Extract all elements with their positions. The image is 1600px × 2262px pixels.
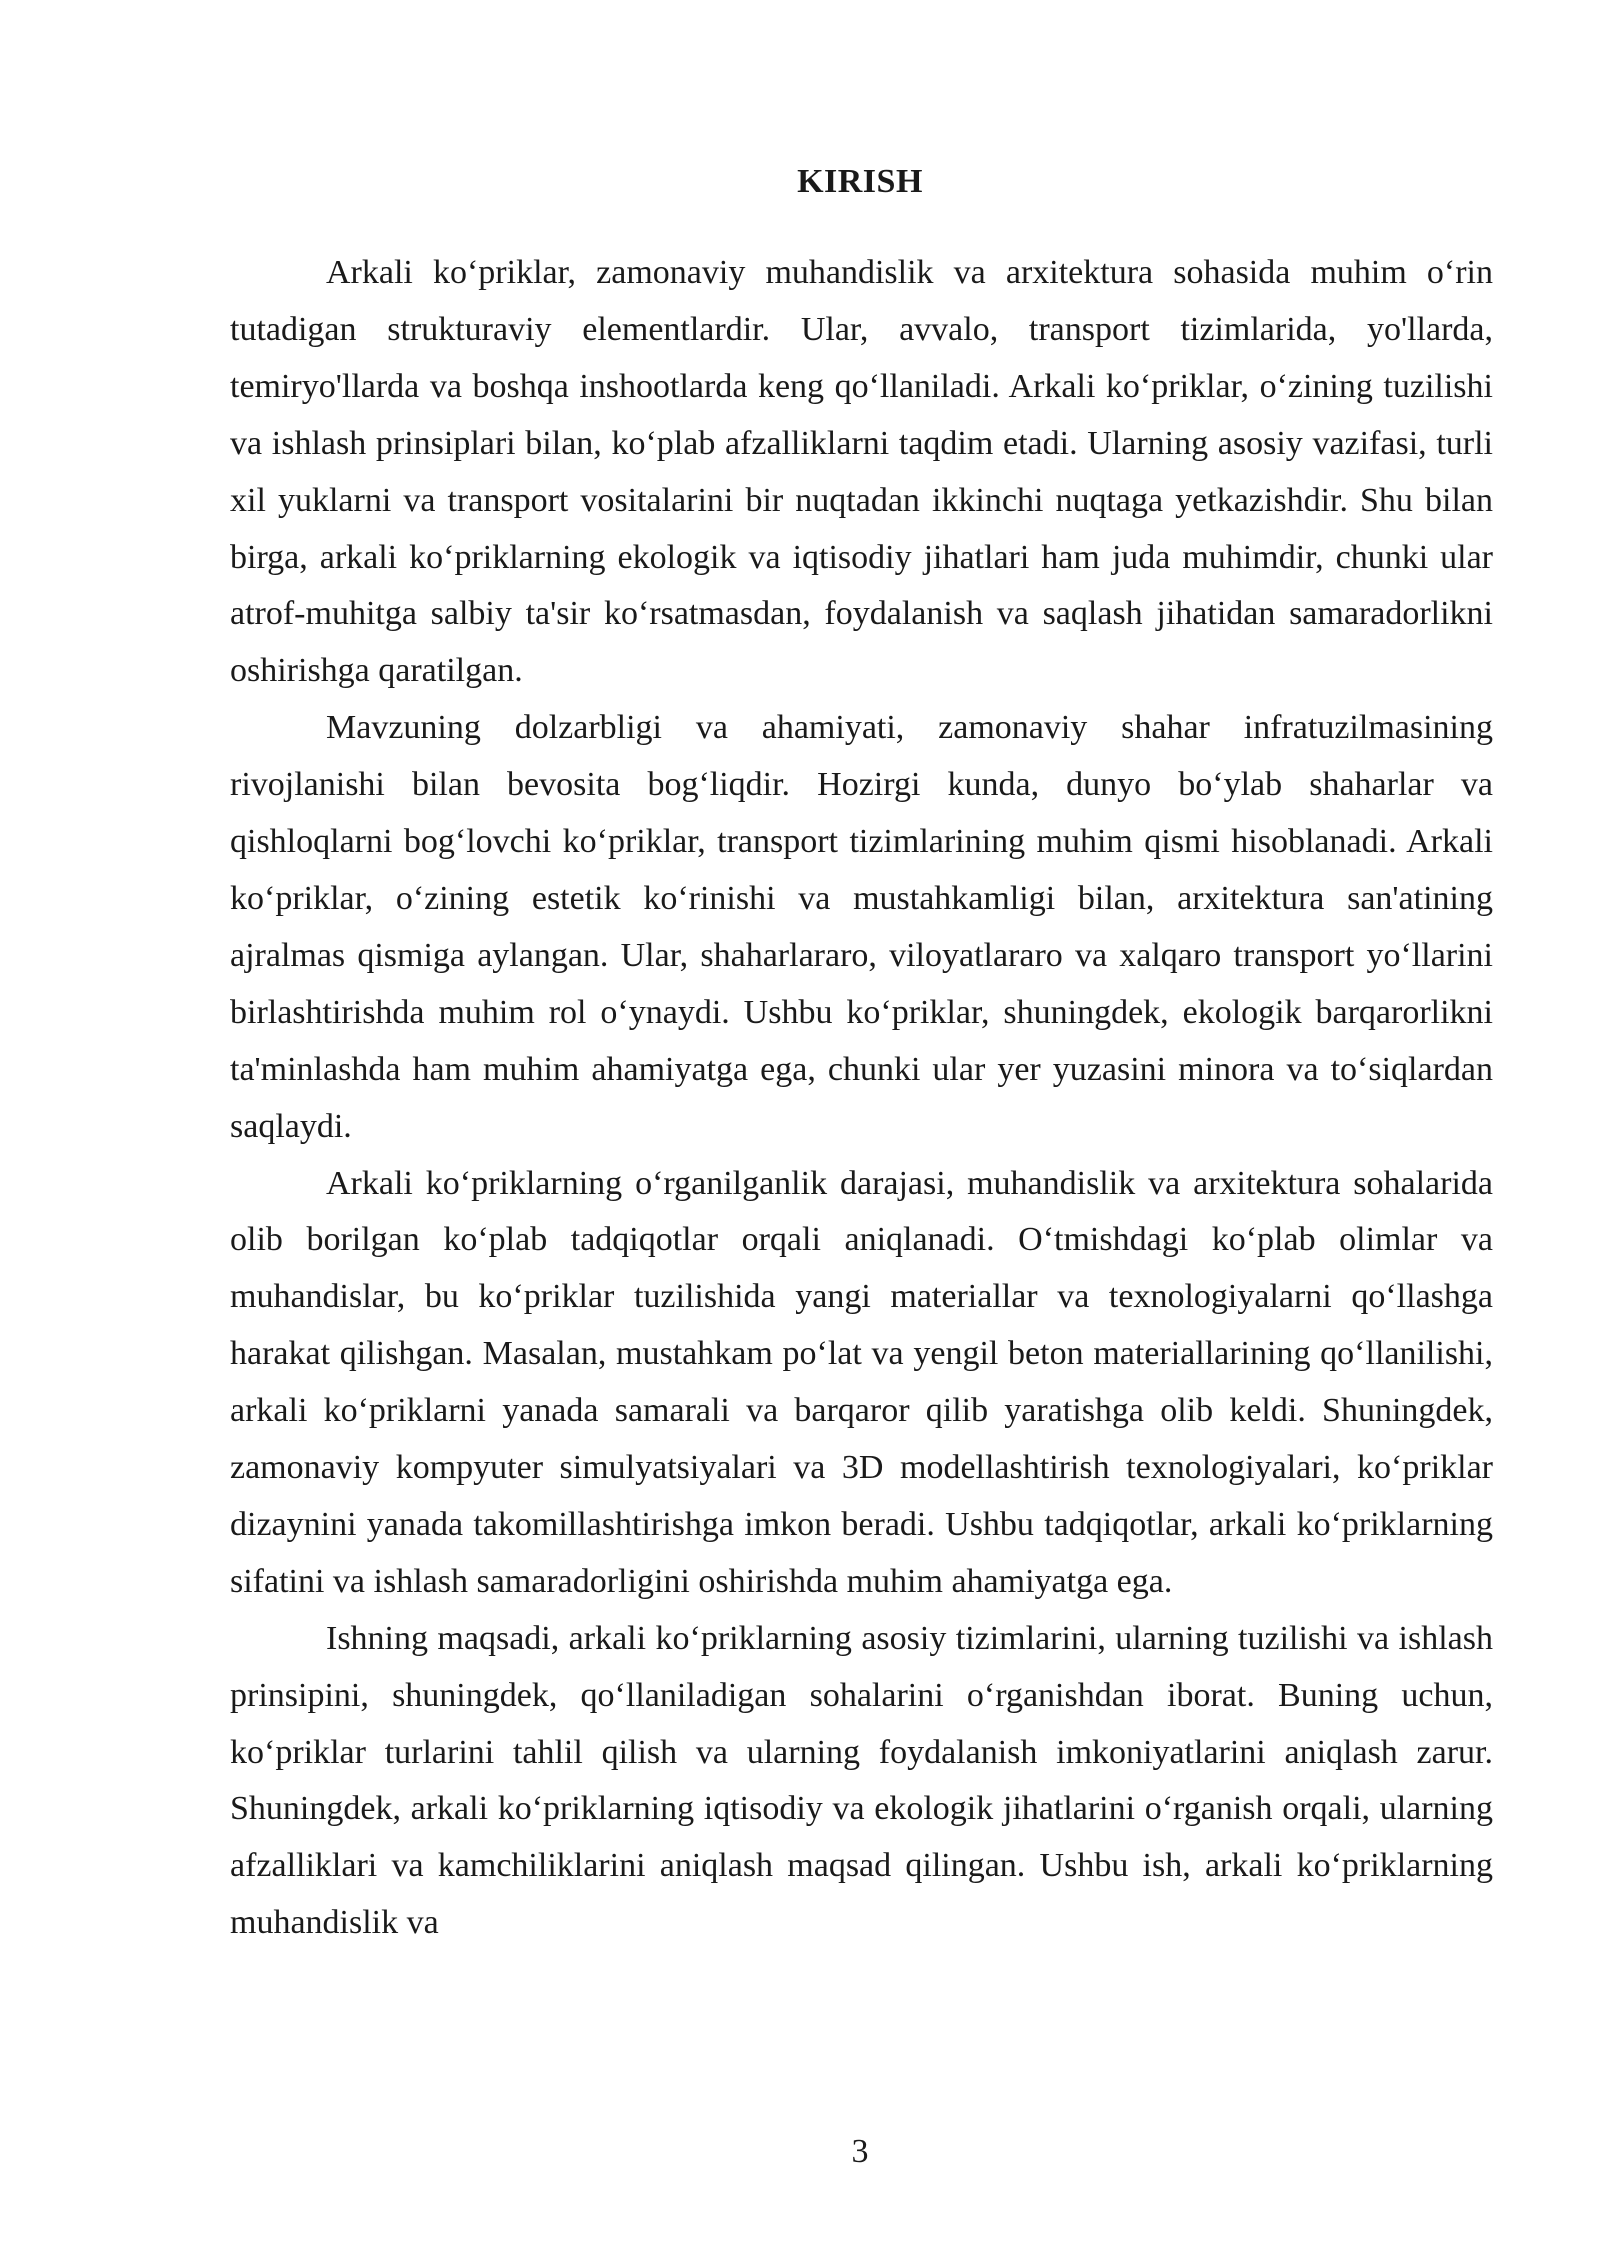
body-text bbox=[230, 245, 1493, 1952]
page-title: KIRISH bbox=[797, 163, 923, 200]
page-number: 3 bbox=[851, 2133, 869, 2170]
paragraph-goal: Ishning maqsadi, arkali ko‘priklarning asosiy tizimlarini, ularning tuzilishi va ishlash prinsipini, shuningdek, qo‘llaniladigan sohalarini o‘rganishdan iborat. Buning uchun, ko‘priklar turlarini tahlil qilish va ularning foydalanish imkoniyatlarini aniqlash zarur. Shuningdek, arkali ko‘priklarning iqtisodiy va ekologik jihatlarini o‘rganish orqali, ularning afzalliklari va kamchiliklarini aniqlash maqsad qilingan. Ushbu ish, arkali ko‘priklarning muhandislik va bbox=[230, 1619, 1493, 1942]
paragraph-study-level: Arkali ko‘priklarning o‘rganilganlik darajasi, muhandislik va arxitektura sohalarida olib borilgan ko‘plab tadqiqotlar orqali aniqlanadi. O‘tmishdagi ko‘plab olimlar va muhandislar, bu ko‘priklar tuzilishida yangi materiallar va texnologiyalarni qo‘llashga harakat qilishgan. Masalan, mustahkam po‘lat va yengil beton materiallarining qo‘llanilishi, arkali ko‘priklarni yanada samarali va barqaror qilib yaratishga olib keldi. Shuningdek, zamonaviy kompyuter simulyatsiyalari va 3D modellashtirish texnologiyalari, ko‘priklar dizaynini yanada takomillashtirishga imkon beradi. Ushbu tadqiqotlar, arkali ko‘priklarning sifatini va ishlash samaradorligini oshirishda muhim ahamiyatga ega. bbox=[230, 1164, 1493, 1600]
paragraph-intro: Arkali ko‘priklar, zamonaviy muhandislik va arxitektura sohasida muhim o‘rin tutadigan strukturaviy elementlardir. Ular, avvalo, transport tizimlarida, yo'llarda, temiryo'llarda va boshqa inshootlarda keng qo‘llaniladi. Arkali ko‘priklar, o‘zining tuzilishi va ishlash prinsiplari bilan, ko‘plab afzalliklarni taqdim etadi. Ularning asosiy vazifasi, turli xil yuklarni va transport vositalarini bir nuqtadan ikkinchi nuqtaga yetkazishdir. Shu bilan birga, arkali ko‘priklarning ekologik va iqtisodiy jihatlari ham juda muhimdir, chunki ular atrof-muhitga salbiy ta'sir ko‘rsatmasdan, foydalanish va saqlash jihatidan samaradorlikni oshirishga qaratilgan. bbox=[230, 254, 1493, 690]
paragraph-relevance: Mavzuning dolzarbligi va ahamiyati, zamonaviy shahar infratuzilmasining rivojlanishi bilan bevosita bog‘liqdir. Hozirgi kunda, dunyo bo‘ylab shaharlar va qishloqlarni bog‘lovchi ko‘priklar, transport tizimlarining muhim qismi hisoblanadi. Arkali ko‘priklar, o‘zining estetik ko‘rinishi va mustahkamligi bilan, arxitektura san'atining ajralmas qismiga aylangan. Ular, shaharlararo, viloyatlararo va xalqaro transport yo‘llarini birlashtirishda muhim rol o‘ynaydi. Ushbu ko‘priklar, shuningdek, ekologik barqarorlikni ta'minlashda ham muhim ahamiyatga ega, chunki ular yer yuzasini minora va to‘siqlardan saqlaydi. bbox=[230, 709, 1493, 1145]
